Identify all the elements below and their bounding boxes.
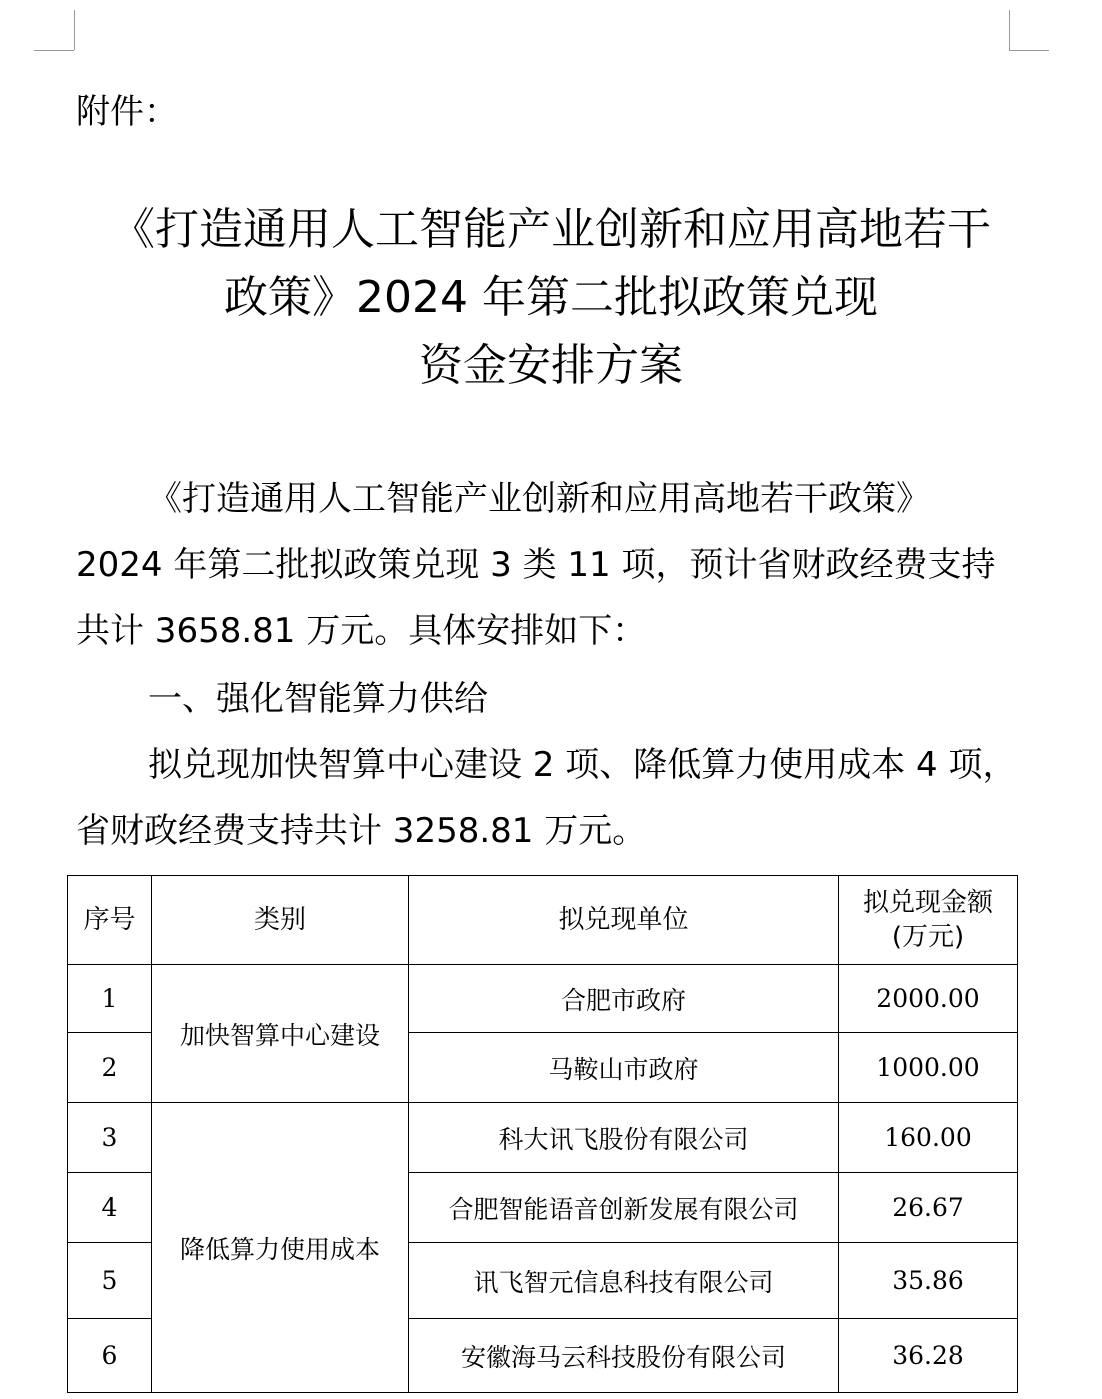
category-cell: 降低算力使用成本 [152,1103,409,1393]
header-amount-line-1: 拟兑现金额 [862,888,993,918]
document-title [0,196,1102,400]
row-amount: 35.86 [839,1243,1018,1319]
table-row [68,965,1018,1033]
table-header-row [68,876,1018,965]
row-unit: 科大讯飞股份有限公司 [409,1103,839,1173]
row-index: 3 [68,1103,152,1173]
row-amount: 2000.00 [839,965,1018,1033]
header-category: 类别 [152,876,409,965]
category-cell: 加快智算中心建设 [152,965,409,1103]
intro-line-2: 2024 年第二批拟政策兑现 3 类 11 项，预计省财政经费支持 [76,545,996,585]
row-unit: 安徽海马云科技股份有限公司 [409,1319,839,1393]
section-heading-text: 一、强化智能算力供给 [148,679,488,719]
header-unit: 拟兑现单位 [409,876,839,965]
table-row [68,1103,1018,1173]
intro-paragraph [76,466,1026,664]
title-line-3: 资金安排方案 [419,340,683,391]
attachment-label: 附件： [76,92,178,132]
row-unit: 马鞍山市政府 [409,1033,839,1103]
section-body-line-2: 省财政经费支持共计 3258.81 万元。 [76,811,647,851]
row-unit: 合肥市政府 [409,965,839,1033]
funding-table [67,875,1018,1393]
row-amount: 26.67 [839,1173,1018,1243]
row-index: 2 [68,1033,152,1103]
row-index: 6 [68,1319,152,1393]
row-index: 5 [68,1243,152,1319]
row-index: 4 [68,1173,152,1243]
crop-mark-top-right-v [1009,10,1010,50]
header-amount [839,876,1018,965]
section-body [76,732,1026,864]
intro-line-3: 共计 3658.81 万元。具体安排如下： [76,611,647,651]
crop-mark-top-right-h [1009,50,1049,51]
section-body-line-1: 拟兑现加快智算中心建设 2 项、降低算力使用成本 4 项， [148,745,1017,785]
header-amount-line-2: (万元) [891,922,965,952]
crop-mark-top-left-v [74,10,75,50]
section-heading [76,666,1026,732]
row-amount: 36.28 [839,1319,1018,1393]
title-line-1: 《打造通用人工智能产业创新和应用高地若干 [111,204,991,255]
intro-line-1: 《打造通用人工智能产业创新和应用高地若干政策》 [148,479,930,519]
row-amount: 160.00 [839,1103,1018,1173]
row-index: 1 [68,965,152,1033]
row-unit: 合肥智能语音创新发展有限公司 [409,1173,839,1243]
title-line-2: 政策》2024 年第二批拟政策兑现 [224,272,878,323]
row-amount: 1000.00 [839,1033,1018,1103]
crop-mark-top-left-h [34,50,74,51]
header-index: 序号 [68,876,152,965]
row-unit: 讯飞智元信息科技有限公司 [409,1243,839,1319]
